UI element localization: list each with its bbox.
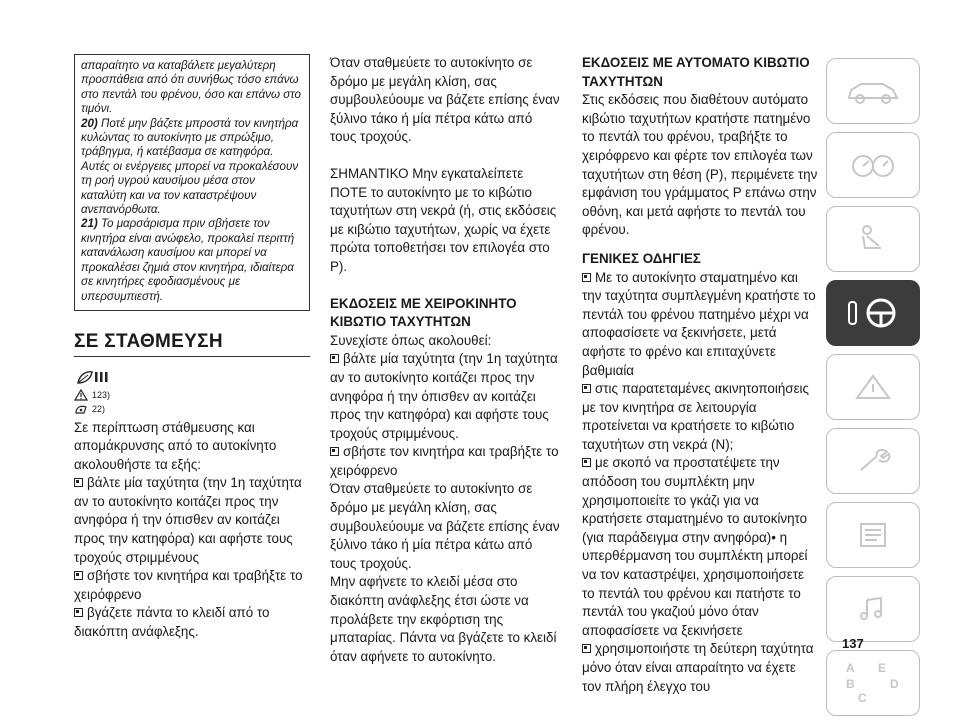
tab-multimedia[interactable]: [826, 576, 920, 642]
automatic-gearbox-heading: ΕΚΔΟΣΕΙΣ ΜΕ ΑΥΤΟΜΑΤΟ ΚΙΒΩΤΙΟ ΤΑΧΥΤΗΤΩΝ: [582, 55, 810, 89]
warning-triangle-icon: [74, 389, 88, 401]
svg-text:D: D: [890, 677, 899, 691]
index-letters-icon: [838, 658, 908, 708]
media-icon: [845, 594, 901, 624]
tab-warning-lights[interactable]: [826, 354, 920, 420]
key-advice: Μην αφήνετε το κλειδί μέσα στο διακόπτη ανάφλεξης έτσι ώστε να προλάβετε την εκφόρτιση της μπαταρίας. Πάντα να βγάζετε το κλειδί όταν αφήνετε το αυτοκίνητο.: [330, 574, 557, 664]
warning-light-icon: [845, 372, 901, 402]
warning-ref-123: [74, 389, 310, 401]
list-item: σβήστε τον κινητήρα και τραβήξτε το χειρόφρενο: [74, 568, 303, 602]
tab-maintenance[interactable]: [826, 428, 920, 494]
tab-dashboard[interactable]: [826, 132, 920, 198]
eco-leaf-icon: [74, 367, 114, 387]
list-item: χρησιμοποιήστε τη δεύτερη ταχύτητα μόνο όταν είναι απαραίτητο να έχετε τον πλήρη έλεγχο του: [582, 641, 814, 694]
checkbox-bullet-icon: [582, 644, 591, 653]
checkbox-bullet-icon: [74, 608, 83, 617]
svg-text:E: E: [878, 661, 887, 675]
list-item: στις παρατεταμένες ακινητοποιήσεις με τον κινητήρα σε λειτουργία προτείνεται να κρατήσετε το κιβώτιο ταχυτήτων στη νεκρά (N);: [582, 381, 809, 452]
note-text-20: Ποτέ μην βάζετε μπροστά τον κινητήρα κυλώντας το αυτοκίνητο με σπρώξιμο, τράβηγμα, ή κατέβασμα σε κατηφόρα. Αυτές οι ενέργειες μπορεί να προκαλέσουν τη ροή υγρού καυσίμου μέσα στον καταλύτη και να τον καταστρέψουν ανεπανόρθωτα.: [81, 116, 299, 217]
svg-text:C: C: [858, 691, 867, 705]
list-item: με σκοπό να προστατέψετε την απόδοση του συμπλέκτη μην χρησιμοποιείτε το γκάζι για να κρατήσετε σταματημένο το αυτοκίνητο (για παράδειγμα στην ανηφόρα)• η υπερθέρμανση του συμπλέκτη μπορεί να τον καταστρέψει, χρησιμοποιήσετε το πεντάλ του φρένου και πατήστε το πεντάλ του γκαζιού μόνο όταν αποφασίσετε να ξεκινήσετε: [582, 455, 808, 638]
column-middle: [330, 54, 562, 666]
checkbox-bullet-icon: [582, 273, 591, 282]
column-right: [582, 54, 818, 696]
tab-specifications[interactable]: [826, 502, 920, 568]
important-note: ΣΗΜΑΝΤΙΚΟ Μην εγκαταλείπετε ΠΟΤΕ το αυτοκίνητο με το κιβώτιο ταχυτήτων στη νεκρά (ή, στις εκδόσεις με κιβώτιο ταχυτήτων, χωρίς να έχετε πρώτα τοποθετήσει τον επιλογέα στο P).: [330, 165, 557, 274]
specs-icon: [845, 520, 901, 550]
page-number: 137: [842, 636, 864, 651]
parking-intro: Σε περίπτωση στάθμευσης και απομάκρυνσης από το αυτοκίνητο ακολουθήστε τα εξής:: [74, 419, 277, 472]
checkbox-bullet-icon: [330, 354, 339, 363]
key-steering-wheel-icon: [843, 296, 903, 330]
tab-car[interactable]: [826, 58, 920, 124]
warning-paragraph-1: απαραίτητο να καταβάλετε μεγαλύτερη προσπάθεια από ότι συνήθως τόσο επάνω στο πεντάλ του φρένου, όσο και επάνω στο τιμόνι.: [81, 59, 301, 116]
dashboard-icon: [845, 150, 901, 180]
list-item: Με το αυτοκίνητο σταματημένο και την ταχύτητα συμπλεγμένη κρατήστε το πεντάλ του φρένου πατημένο μέχρι να αποφασίσετε να ξεκινήσετε, μετά αφήστε το φρένο και επιταχύνετε βαθμιαία: [582, 269, 816, 378]
checkbox-bullet-icon: [74, 478, 83, 487]
list-item: σβήστε τον κινητήρα και τραβήξτε το χειρόφρενο: [330, 444, 559, 478]
tab-index[interactable]: [826, 650, 920, 716]
note-number-21: 21): [81, 217, 98, 231]
column-left: [74, 54, 310, 642]
tab-starting-driving[interactable]: [826, 280, 920, 346]
tab-seat-safety[interactable]: [826, 206, 920, 272]
note-text-21: Το μαρσάρισμα πριν σβήσετε τον κινητήρα είναι ανώφελο, προκαλεί περιττή κατανάλωση καυσίμου και μπορεί να προκαλέσει ζημιά στον κινητήρα, ιδιαίτερα σε κινητήρες εφοδιασμένους με υπερσυμπιεστή.: [81, 217, 295, 303]
list-item: βγάζετε πάντα το κλειδί από το διακόπτη ανάφλεξης.: [74, 605, 270, 640]
slope-advice: Όταν σταθμεύετε το αυτοκίνητο σε δρόμο με μεγάλη κλίση, σας συμβουλεύουμε να βάζετε επίσης έναν ξύλινο τάκο ή μία πέτρα κάτω από τους τροχούς.: [330, 55, 560, 145]
list-item: βάλτε μία ταχύτητα (την 1η ταχύτητα αν το αυτοκίνητο κοιτάζει προς την ανηφόρα ή την όπισθεν αν κοιτάζει προς την κατηφόρα) και αφήστε τους τροχούς στριμμένους: [74, 475, 302, 565]
ref-22-text: 22): [92, 403, 106, 414]
list-item: βάλτε μία ταχύτητα (την 1η ταχύτητα αν το αυτοκίνητο κοιτάζει προς την ανηφόρα ή την όπισθεν αν κοιτάζει προς την κατηφόρα) και αφήστε τους τροχούς στριμμένους.: [330, 351, 558, 441]
car-icon: [845, 76, 901, 106]
checkbox-bullet-icon: [74, 571, 83, 580]
chapter-tabs: [826, 58, 922, 724]
checkbox-bullet-icon: [330, 447, 339, 456]
ref-123-text: 123): [92, 389, 111, 400]
wrench-icon: [845, 446, 901, 476]
svg-text:A: A: [846, 661, 855, 675]
warning-paragraph-20: [81, 117, 303, 218]
caution-ref-22: [74, 403, 310, 415]
manual-gearbox-heading: ΕΚΔΟΣΕΙΣ ΜΕ ΧΕΙΡΟΚΙΝΗΤΟ ΚΙΒΩΤΙΟ ΤΑΧΥΤΗΤΩΝ: [330, 295, 517, 330]
seat-safety-icon: [845, 224, 901, 254]
note-number-20: 20): [81, 116, 98, 130]
checkbox-bullet-icon: [582, 458, 591, 467]
caution-icon: [74, 403, 88, 415]
general-instructions-heading: ΓΕΝΙΚΕΣ ΟΔΗΓΙΕΣ: [582, 250, 701, 266]
svg-text:B: B: [846, 677, 855, 691]
warning-box: [74, 54, 310, 311]
automatic-text: Στις εκδόσεις που διαθέτουν αυτόματο κιβώτιο ταχυτήτων κρατήστε πατημένο το πεντάλ του φρένου, τραβήξτε το χειρόφρενο και φέρτε τον επιλογέα των ταχυτήτων στη θέση (P), περιμένετε την εμφάνιση του γράμματος P επάνω στην οθόνη, και μετά αφήστε το πεντάλ του φρένου.: [582, 92, 818, 238]
warning-paragraph-21: [81, 217, 303, 303]
eco-icon-row: [74, 367, 310, 389]
section-title: ΣΕ ΣΤΑΘΜΕΥΣΗ: [74, 333, 310, 357]
checkbox-bullet-icon: [582, 384, 591, 393]
manual-intro: Συνεχίστε όπως ακολουθεί:: [330, 332, 492, 348]
slope-advice-2: Όταν σταθμεύετε το αυτοκίνητο σε δρόμο με μεγάλη κλίση, σας συμβουλεύουμε να βάζετε επίσης έναν ξύλινο τάκο ή μία πέτρα κάτω από τους τροχούς.: [330, 481, 560, 571]
